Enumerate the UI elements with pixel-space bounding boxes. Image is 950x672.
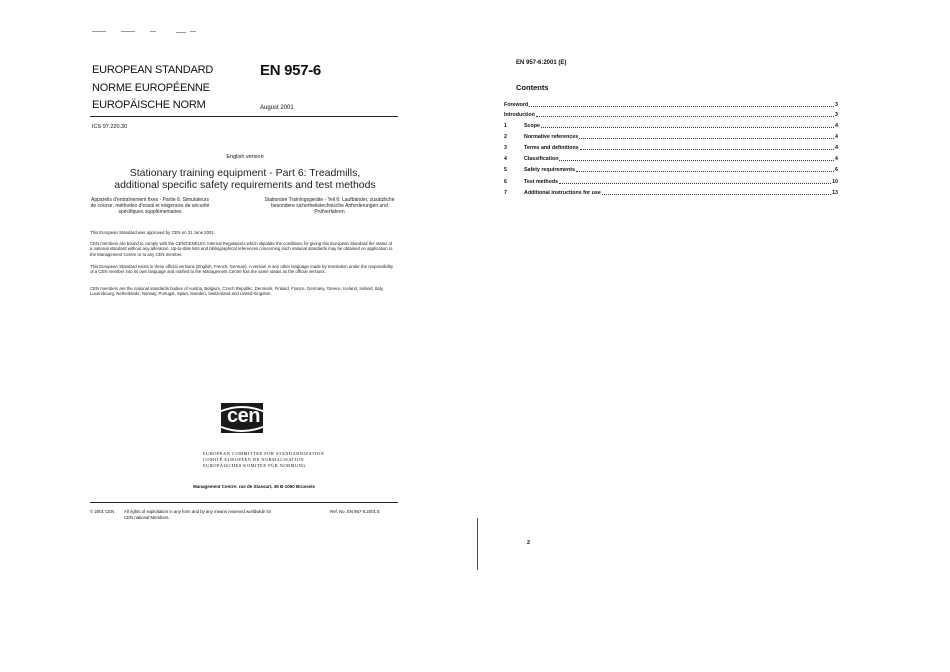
toc-title: Scope <box>524 123 540 129</box>
toc-title: Foreword <box>504 102 529 108</box>
page-number: 2 <box>527 540 531 546</box>
contents-heading: Contents <box>516 83 549 92</box>
publication-date: August 2001 <box>260 105 294 111</box>
scan-mark <box>176 32 186 33</box>
scan-mark <box>121 31 135 32</box>
standard-line-fr: NORME EUROPÉENNE <box>92 82 210 94</box>
toc-leader <box>536 115 834 117</box>
toc-number: 7 <box>504 190 507 196</box>
toc-entry-additional-instructions[interactable] <box>504 187 838 196</box>
toc-page: 4 <box>835 156 838 162</box>
scan-mark <box>150 31 156 32</box>
toc-entry-terms-and-definitions[interactable] <box>504 142 838 151</box>
copyright-label: © 2001 CEN <box>90 509 115 514</box>
footer-rule <box>90 502 398 503</box>
french-title: Appareils d'entraînement fixes - Partie 6: Simulateurs de course, méthodes d'essai et exigences de sécurité spécifiques supplémentaires <box>90 197 210 215</box>
scan-mark <box>92 31 106 32</box>
toc-entry-classification[interactable] <box>504 153 838 162</box>
version-label: English version <box>226 154 264 160</box>
toc-page: 3 <box>835 102 838 108</box>
countries-paragraph: CEN members are the national standards bodies of Austria, Belgium, Czech Republic, Denmark, Finland, France, Germany, Greece, Iceland, Ireland, Italy, Luxembourg, Netherlands, Norway, Portugal, Spain, Sweden, Switzerland and United Kingdom. <box>90 286 384 297</box>
page-edge-line <box>477 518 478 570</box>
toc-number: 1 <box>504 123 507 129</box>
versions-paragraph: This European Standard exists in three official versions (English, French, German). A version in any other language made by translation under the responsibility of a CEN member into its own language and notified to the Management Centre has the same status as the official versions. <box>90 264 394 275</box>
toc-title: Test methods <box>524 179 559 185</box>
toc-page: 6 <box>835 167 838 173</box>
toc-number: 4 <box>504 156 507 162</box>
toc-page: 4 <box>835 145 838 151</box>
toc-leader <box>529 105 834 107</box>
toc-entry-introduction[interactable] <box>504 109 838 118</box>
toc-page: 13 <box>832 190 838 196</box>
header-rule <box>90 116 398 117</box>
toc-page: 4 <box>835 134 838 140</box>
management-centre: Management Centre: rue de Stassart, 36 B-1050 Brussels <box>193 484 316 489</box>
toc-number: 3 <box>504 145 507 151</box>
reference-number: Ref. No. EN 957-6:2001 E <box>330 509 380 514</box>
members-paragraph: CEN members are bound to comply with the CEN/CENELEC Internal Regulations which stipulate the conditions for giving this European Standard the status of a national standard without any alteration. Up-to-date lists and bibliographical references concerning such national standards may be obtained on application to the Management Centre or to any CEN member. <box>90 241 393 257</box>
toc-leader <box>580 148 834 150</box>
toc-entry-scope[interactable] <box>504 120 838 129</box>
toc-entry-safety-requirements[interactable] <box>504 164 838 173</box>
toc-leader <box>541 126 834 128</box>
committee-line-de: EUROPÄISCHES KOMITEE FÜR NORMUNG <box>203 463 306 468</box>
toc-number: 2 <box>504 134 507 140</box>
standard-line-de: EUROPÄISCHE NORM <box>92 99 206 111</box>
toc-title: Introduction <box>504 112 535 118</box>
committee-line-fr: COMITÉ EUROPÉEN DE NORMALISATION <box>203 457 305 462</box>
toc-leader <box>559 159 834 161</box>
toc-entry-foreword[interactable] <box>504 99 838 108</box>
toc-number: 5 <box>504 167 507 173</box>
ics-code: ICS 97.220.30 <box>92 124 128 130</box>
toc-page: 10 <box>832 179 838 185</box>
scan-mark <box>190 31 196 32</box>
toc-leader <box>579 137 834 139</box>
toc-title: Additional instructions for use <box>524 190 601 196</box>
german-title: Stationäre Trainingsgeräte - Teil 6: Laufbänder, zusätzliche besondere sicherheitstechnische Anforderungen und Prüfverfahren <box>264 197 395 215</box>
standard-number: EN 957-6 <box>260 62 321 79</box>
document-title: Stationary training equipment - Part 6: Treadmills, additional specific safety requirements and test methods <box>114 167 376 191</box>
cen-logo-text: cen <box>227 405 260 427</box>
toc-entry-test-methods[interactable] <box>504 176 838 185</box>
toc-title: Classification <box>524 156 559 162</box>
toc-leader <box>602 193 831 195</box>
toc-leader <box>559 182 831 184</box>
standard-line-en: EUROPEAN STANDARD <box>92 64 214 76</box>
toc-leader <box>576 170 834 172</box>
toc-title: Terms and definitions <box>524 145 579 151</box>
toc-number: 6 <box>504 179 507 185</box>
toc-title: Normative references <box>524 134 579 140</box>
running-header: EN 957-6:2001 (E) <box>516 60 567 66</box>
cen-logo <box>221 403 263 433</box>
toc-page: 4 <box>835 123 838 129</box>
copyright-text: All rights of exploitation in any form and by any means reserved worldwide for CEN national Members. <box>124 509 272 520</box>
toc-entry-normative-references[interactable] <box>504 131 838 140</box>
approval-paragraph: This European Standard was approved by CEN on 21 June 2001. <box>90 230 215 235</box>
committee-line-en: EUROPEAN COMMITTEE FOR STANDARDIZATION <box>203 451 325 456</box>
toc-title: Safety requirements <box>524 167 575 173</box>
toc-page: 3 <box>835 112 838 118</box>
